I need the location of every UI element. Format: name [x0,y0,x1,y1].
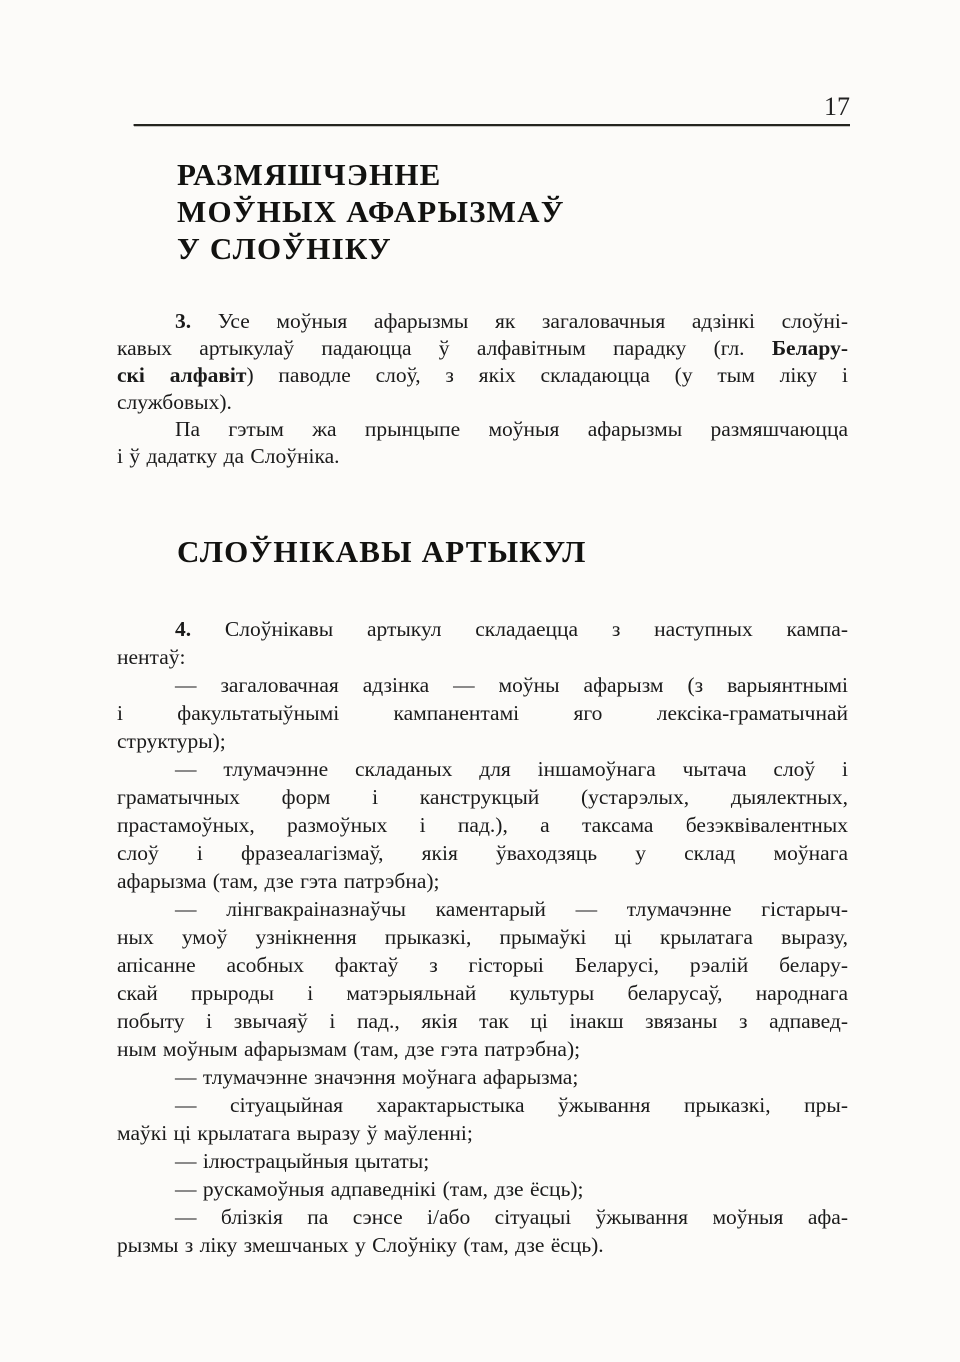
text-line: — загаловачная адзінка — моўны афарызм (з варыянтнымі [175,673,848,697]
text-line: структуры); [117,729,226,753]
text-line: службовых). [117,390,232,414]
text-line: і ў дадатку да Слоўніка. [117,444,340,468]
text-line: прастамоўных, размоўных і пад.), а таксама безэквівалентных [117,813,848,837]
section-heading [117,533,848,570]
paragraph [117,1147,848,1175]
paragraph [117,615,848,671]
text-line: — рускамоўныя адпаведнікі (там, дзе ёсць); [175,1177,584,1201]
section-slounikavy-artykul [117,533,848,1259]
heading-line: У СЛОЎНІКУ [177,231,392,266]
heading-line: МОЎНЫХ АФАРЫЗМАЎ [177,194,565,229]
section-heading [117,156,848,267]
text-line: скі алфавіт) паводле слоў, з якіх складаюцца (у тым ліку і [117,363,848,387]
text-line: побыту і звычаяў і пад., якія так ці інакш звязаны з адпавед- [117,1009,848,1033]
paragraph [117,308,848,416]
text-line: і факультатыўнымі кампанентамі яго лексіка-граматычнай [117,701,848,725]
paragraph [117,416,848,470]
text-line: 4. Слоўнікавы артыкул складаецца з наступных кампа- [175,617,848,641]
heading-line: СЛОЎНІКАВЫ АРТЫКУЛ [177,534,587,569]
text-line: — блізкія па сэнсе і/або сітуацыі ўжывання моўныя афа- [175,1205,848,1229]
text-line: афарызма (там, дзе гэта патрэбна); [117,869,440,893]
text-line: граматычных форм і канструкцый (устарэлых, дыялектных, [117,785,848,809]
paragraph [117,1091,848,1147]
text-line: — лінгвакраіназнаўчы каментарый — тлумачэнне гістарыч- [175,897,848,921]
text-line: ным моўным афарызмам (там, дзе гэта патрэбна); [117,1037,581,1061]
paragraph [117,755,848,895]
paragraph [117,671,848,755]
text-line: слоў і фразеалагізмаў, якія ўваходзяць у склад моўнага [117,841,848,865]
heading-line: РАЗМЯШЧЭННЕ [177,157,442,192]
text-line: — тлумачэнне складаных для іншамоўнага чытача слоў і [175,757,848,781]
paragraph [117,1175,848,1203]
text-line: ных умоў узнікнення прыказкі, прымаўкі ці крылатага выразу, [117,925,848,949]
paragraph [117,895,848,1063]
text-line: нентаў: [117,645,186,669]
text-line: — тлумачэнне значэння моўнага афарызма; [175,1065,579,1089]
text-line: апісанне асобных фактаў з гісторыі Беларусі, рэалій белару- [117,953,848,977]
section-razmiashchenne [117,156,848,470]
page-number: 17 [824,92,850,121]
page-content [117,126,848,1259]
text-line: скай прыроды і матэрыяльнай культуры беларусаў, народнага [117,981,848,1005]
text-line: — сітуацыйная характарыстыка ўжывання прыказкі, пры- [175,1093,848,1117]
text-line: Па гэтым жа прынцыпе моўныя афарызмы размяшчаюцца [175,417,848,441]
paragraph [117,1203,848,1259]
paragraph [117,1063,848,1091]
text-line: рызмы з ліку змешчаных у Слоўніку (там, дзе ёсць). [117,1233,604,1257]
text-line: кавых артыкулаў падаюцца ў алфавітным парадку (гл. Белару- [117,336,848,360]
text-line: 3. Усе моўныя афарызмы як загаловачныя адзінкі слоўні- [175,309,848,333]
text-line: — ілюстрацыйныя цытаты; [175,1149,430,1173]
text-line: маўкі ці крылатага выразу ў маўленні; [117,1121,473,1145]
